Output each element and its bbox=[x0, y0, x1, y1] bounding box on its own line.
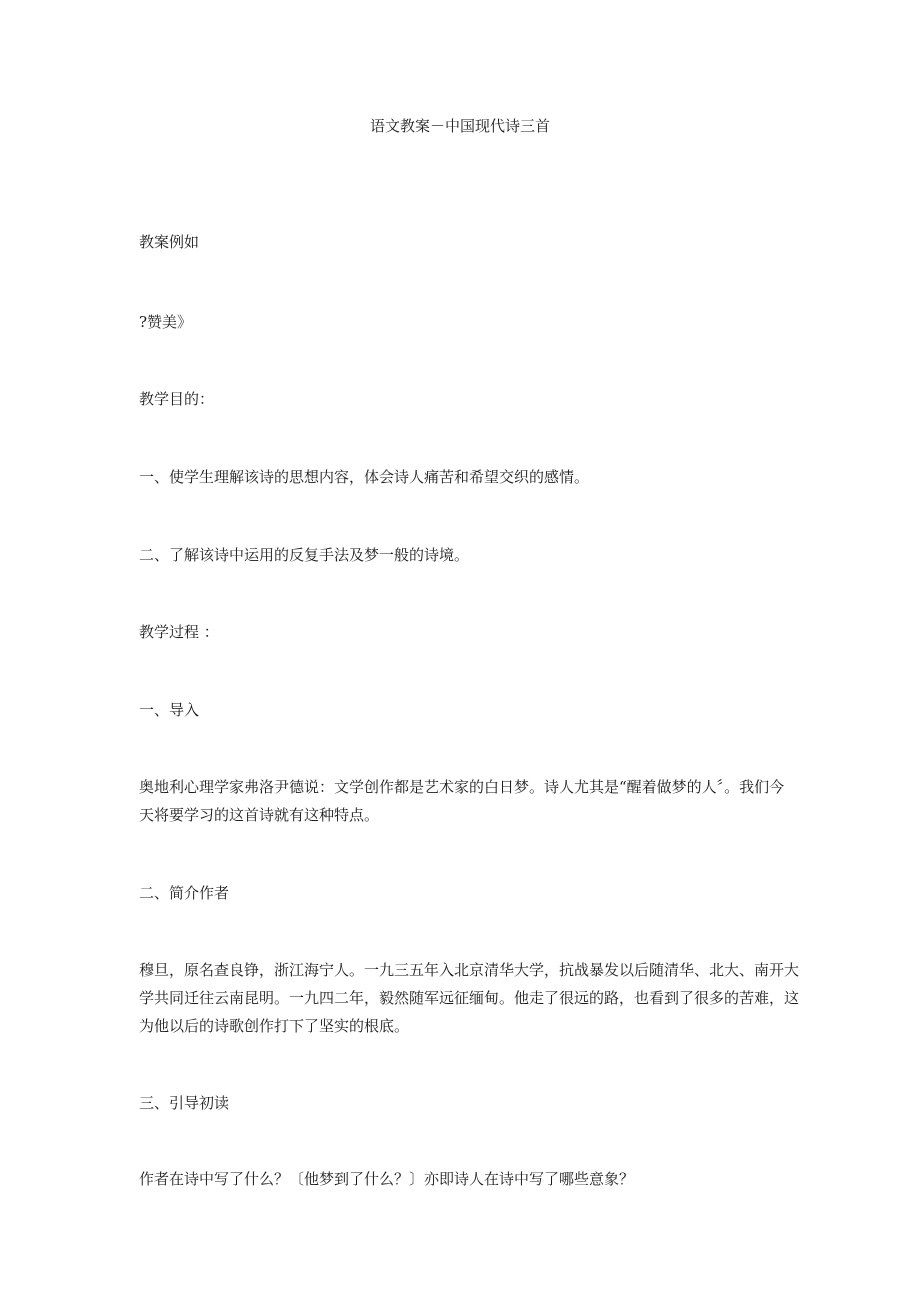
paragraph-reading-question: 作者在诗中写了什么？〔他梦到了什么？〕亦即诗人在诗中写了哪些意象？ bbox=[139, 1170, 635, 1188]
document-title: 语文教案－中国现代诗三首 bbox=[369, 117, 550, 135]
paragraph-intro-text: 奥地利心理学家弗洛尹德说：文学创作都是艺术家的白日梦。诗人尤其是“醒着做梦的人〞。我们今天将要学习的这首诗就有这种特点。 bbox=[139, 778, 785, 824]
paragraph-section-reading-heading: 三、引导初读 bbox=[139, 1094, 230, 1112]
paragraph-section-author-heading: 二、简介作者 bbox=[139, 884, 230, 902]
paragraph-section-intro-heading: 一、导入 bbox=[139, 701, 200, 719]
paragraph-poem-title: ?赞美》 bbox=[139, 313, 193, 331]
paragraph-objective-1: 一、使学生理解该诗的思想内容，体会诗人痛苦和希望交织的感情。 bbox=[139, 468, 590, 486]
paragraph-example-label: 教案例如 bbox=[139, 233, 200, 251]
paragraph-objective-2: 二、了解该诗中运用的反复手法及梦一般的诗境。 bbox=[139, 546, 470, 564]
paragraph-author-text: 穆旦，原名查良铮，浙江海宁人。一九三五年入北京清华大学，抗战暴发以后随清华、北大、南开大学共同迁往云南昆明。一九四二年，毅然随军远征缅甸。他走了很远的路，也看到了很多的苦难，这为他以后的诗歌创作打下了坚实的根底。 bbox=[139, 961, 800, 1035]
paragraph-objectives-heading: 教学目的： bbox=[139, 390, 215, 408]
paragraph-process-heading: 教学过程 ： bbox=[139, 623, 219, 641]
